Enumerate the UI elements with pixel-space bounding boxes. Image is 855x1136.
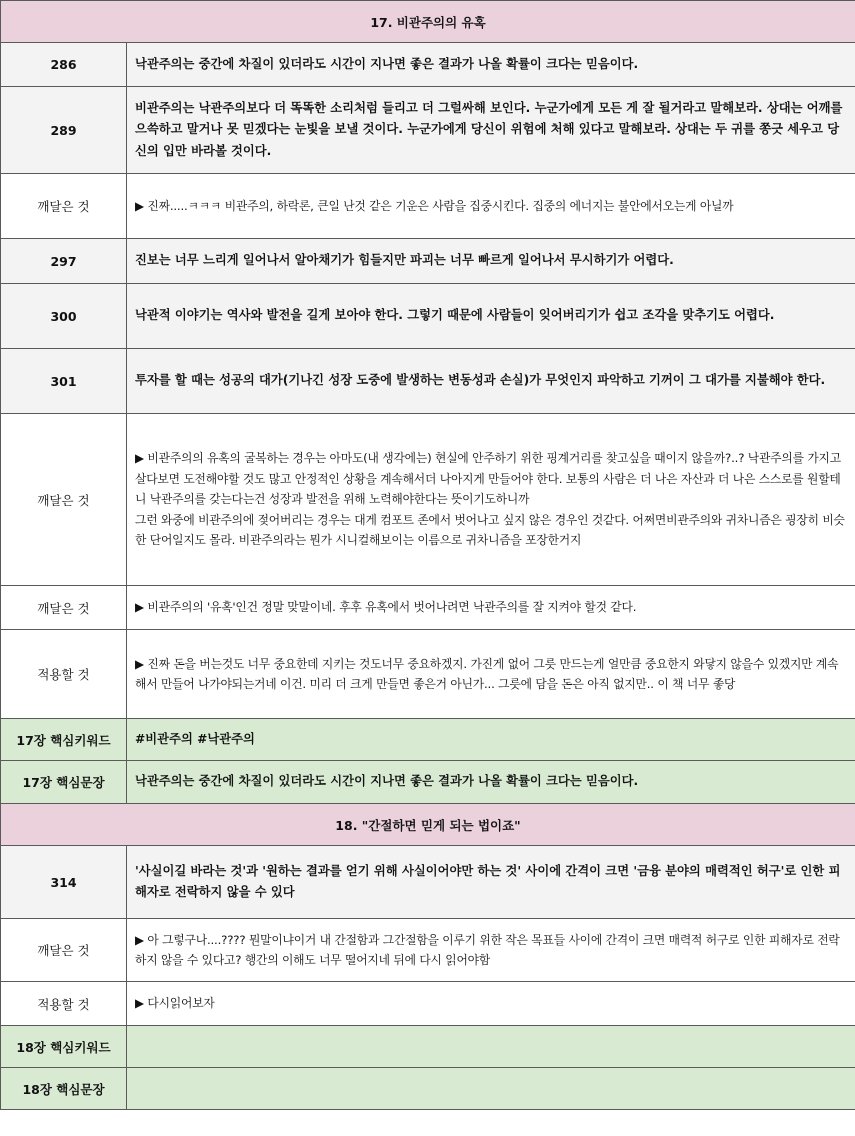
row-label: 깨달은 것 bbox=[1, 919, 127, 982]
application-text: ▶ 다시읽어보자 bbox=[127, 982, 855, 1026]
chapter-18-sentence-row bbox=[1, 1068, 855, 1110]
chapter-17-sentence-row bbox=[1, 761, 855, 804]
sentence-label: 18장 핵심문장 bbox=[1, 1068, 127, 1110]
quote-text: 진보는 너무 느리게 일어나서 알아채기가 힘들지만 파괴는 너무 빠르게 일어나서 무시하기가 어렵다. bbox=[127, 239, 855, 284]
keyword-text: #비관주의 #낙관주의 bbox=[127, 719, 855, 761]
table-row bbox=[1, 43, 855, 87]
table-row bbox=[1, 919, 855, 982]
quote-text: '사실이길 바라는 것'과 '원하는 결과를 얻기 위해 사실이어야만 하는 것' 사이에 간격이 크면 '금융 분야의 매력적인 허구'로 인한 피해자로 전락하지 않을 수 있다 bbox=[127, 846, 855, 919]
application-text: ▶ 진짜 돈을 버는것도 너무 중요한데 지키는 것도너무 중요하겠지. 가진게 없어 그릇 만드는게 얼만큼 중요한지 와닿지 않을수 있겠지만 계속해서 만들어 나가야되는거네 이건. 미리 더 크게 만들면 좋은거 아닌가... 그릇에 담을 돈은 아직 없지만.. 이 책 너무 좋당 bbox=[127, 630, 855, 719]
quote-text: 투자를 할 때는 성공의 대가(기나긴 성장 도중에 발생하는 변동성과 손실)가 무엇인지 파악하고 기꺼이 그 대가를 지불해야 한다. bbox=[127, 349, 855, 414]
table-row bbox=[1, 982, 855, 1026]
row-label: 286 bbox=[1, 43, 127, 87]
reflection-text: ▶ 비관주의의 '유혹'인건 정말 맞말이네. 후후 유혹에서 벗어나려면 낙관주의를 잘 지켜야 할것 같다. bbox=[127, 586, 855, 630]
quote-text: 비관주의는 낙관주의보다 더 똑똑한 소리처럼 들리고 더 그럴싸해 보인다. 누군가에게 모든 게 잘 될거라고 말해보라. 상대는 어깨를 으쓱하고 말거나 못 믿겠다는 눈빛을 보낼 것이다. 누군가에게 당신이 위험에 처해 있다고 말해보라. 상대는 두 귀를 쫑긋 세우고 당신의 입만 바라볼 것이다. bbox=[127, 87, 855, 174]
sentence-text bbox=[127, 1068, 855, 1110]
row-label: 깨달은 것 bbox=[1, 174, 127, 239]
table-row bbox=[1, 414, 855, 586]
table-row bbox=[1, 630, 855, 719]
row-label: 적용할 것 bbox=[1, 630, 127, 719]
chapter-18-header-row bbox=[1, 804, 855, 846]
row-label: 깨달은 것 bbox=[1, 586, 127, 630]
row-label: 314 bbox=[1, 846, 127, 919]
table-row bbox=[1, 349, 855, 414]
reflection-text: ▶ 진짜.....ㅋㅋㅋ 비관주의, 하락론, 큰일 난것 같은 기운은 사람을 집중시킨다. 집중의 에너지는 불안에서오는게 아닐까 bbox=[127, 174, 855, 239]
sentence-text: 낙관주의는 중간에 차질이 있더라도 시간이 지나면 좋은 결과가 나올 확률이 크다는 믿음이다. bbox=[127, 761, 855, 804]
row-label: 289 bbox=[1, 87, 127, 174]
table-row bbox=[1, 87, 855, 174]
keyword-text bbox=[127, 1026, 855, 1068]
table-row bbox=[1, 284, 855, 349]
row-label: 301 bbox=[1, 349, 127, 414]
keyword-label: 18장 핵심키워드 bbox=[1, 1026, 127, 1068]
chapter-18-keyword-row bbox=[1, 1026, 855, 1068]
chapter-17-title: 17. 비관주의의 유혹 bbox=[1, 1, 855, 43]
quote-text: 낙관주의는 중간에 차질이 있더라도 시간이 지나면 좋은 결과가 나올 확률이 크다는 믿음이다. bbox=[127, 43, 855, 87]
sentence-label: 17장 핵심문장 bbox=[1, 761, 127, 804]
chapter-18-title: 18. "간절하면 믿게 되는 법이죠" bbox=[1, 804, 855, 846]
reflection-text: ▶ 아 그렇구나....???? 뭔말이냐이거 내 간절함과 그간절함을 이루기 위한 작은 목표들 사이에 간격이 크면 매력적 허구로 인한 피해자로 전락하지 않을 수 있다고? 행간의 이해도 너무 떨어지네 뒤에 다시 읽어야함 bbox=[127, 919, 855, 982]
keyword-label: 17장 핵심키워드 bbox=[1, 719, 127, 761]
reflection-text: ▶ 비관주의의 유혹의 굴복하는 경우는 아마도(내 생각에는) 현실에 안주하기 위한 핑계거리를 찾고싶을 때이지 않을까?..? 낙관주의를 가지고 살다보면 도전해야할 것도 많고 안정적인 상황을 계속해서더 나아지게 만들어야 한다. 보통의 사람은 더 나은 자산과 더 나은 스스로를 원할테니 낙관주의를 갖는다는건 성장과 발전을 위해 노력해야한다는 뜻이기도하니까 그런 와중에 비관주의에 젖어버리는 경우는 대게 컴포트 존에서 벗어나고 싶지 않은 경우인 것같다. 어쩌면비관주의와 귀차니즘은 굉장히 비슷한 단어일지도 몰라. 비관주의라는 뭔가 시니컬해보이는 이름으로 귀차니즘을 포장한거지 bbox=[127, 414, 855, 586]
table-row bbox=[1, 846, 855, 919]
row-label: 297 bbox=[1, 239, 127, 284]
quote-text: 낙관적 이야기는 역사와 발전을 길게 보아야 한다. 그렇기 때문에 사람들이 잊어버리기가 쉽고 조각을 맞추기도 어렵다. bbox=[127, 284, 855, 349]
chapter-17-keyword-row bbox=[1, 719, 855, 761]
table-row bbox=[1, 239, 855, 284]
table-row bbox=[1, 174, 855, 239]
chapter-17-header-row bbox=[1, 1, 855, 43]
row-label: 깨달은 것 bbox=[1, 414, 127, 586]
table-row bbox=[1, 586, 855, 630]
row-label: 적용할 것 bbox=[1, 982, 127, 1026]
row-label: 300 bbox=[1, 284, 127, 349]
